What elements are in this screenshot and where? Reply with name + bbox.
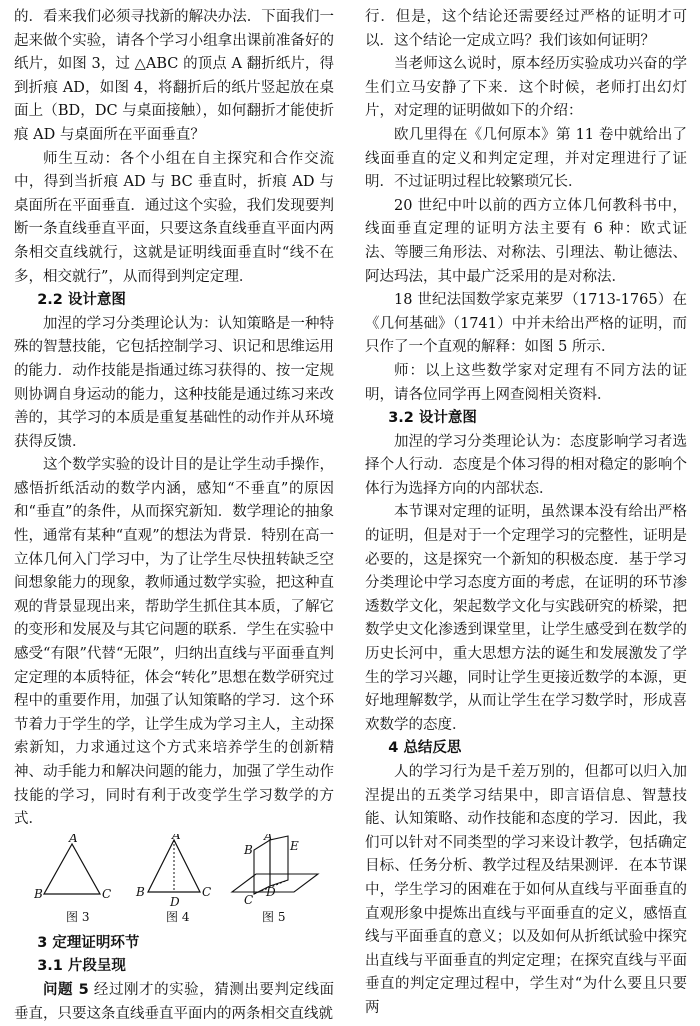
fig3-label-b: B [34,886,43,901]
section-4-heading: 4 总结反思 [388,740,462,757]
fig5-label-c: C [244,892,254,907]
figure-5-caption: 图 5 [262,909,286,924]
section-3-2-heading: 3.2 设计意图 [388,410,477,427]
fig3-label-c: C [102,886,112,901]
fig3-label-a: A [69,833,78,845]
right-paragraph-4: 20 世纪中叶以前的西方立体几何教科书中，线面垂直定理的证明方法主要有 6 种：欧式证法、等腰三角形法、对称法、引理法、勒让德法、阿达玛法，其中最广泛采用的是对称法． [365,197,687,285]
left-paragraph-1: 的．看来我们必须寻找新的解决办法．下面我们一起来做个实验，请各个学习小组拿出课前准备好的纸片，如图 3，过 △ABC 的顶点 A 翻折纸片，得到折痕 AD，如图 4，将翻折后的纸片竖起放在桌面上（BD，DC 与桌面接触），如何翻折才能使折痕 AD 与桌面所在平面垂直？ [14,9,334,143]
right-paragraph-8: 本节课对定理的证明，虽然课本没有给出严格的证明，但是对于一个定理学习的完整性，证明是必要的，这是探究一个新知的积极态度．基于学习分类理论中学习态度方面的考虑，在证明的环节渗透数学文化，架起数学文化与实践研究的桥梁，把数学史文化渗透到课堂里，让学生感受到在数学的历史长河中，重大思想方法的诞生和发展激发了学生的学习兴趣，同时让学生更接近数学的本源，更好地理解数学，从而让学生在学习数学时，形成喜欢数学的态度． [365,504,687,733]
fig5-label-a: A [264,833,273,843]
fig5-label-d: D [266,884,276,899]
right-paragraph-7: 加涅的学习分类理论认为：态度影响学习者选择个人行动．态度是个体习得的相对稳定的影响个体行为选择方向的内部状态． [365,433,687,497]
right-paragraph-5: 18 世纪法国数学家克莱罗（1713-1765）在《几何基础》（1741）中并未给出严格的证明，而只作了一个直观的解释：如图 5 所示． [365,292,687,356]
fig4-label-b: B [136,884,145,899]
right-paragraph-9: 人的学习行为是千差万别的，但都可以归入加涅提出的五类学习结果中，即言语信息、智慧技能、认知策略、动作技能和态度的学习．因此，我们可以针对不同类型的学习来设计教学，包括确定目标、任务分析、教学过程及结果测评．在本节课中，学生学习的困难在于如何从直线与平面垂直的直观形象中提炼出直线与平面垂直的定义，感悟直线与平面垂直的意义；以及如何从折纸试验中探究出直线与平面垂直的判定定理；在探究直线与平面垂直的判定定理过程中，学生对“为什么要且只要两 [365,764,687,1016]
figures-row [14,834,334,930]
fig4-label-d: D [170,894,180,909]
left-paragraph-4: 这个数学实验的设计目的是让学生动手操作，感悟折纸活动的数学内涵，感知“不垂直”的原因和“垂直”的条件，从而探究新知．数学理论的抽象性，通常有某种“直观”的想法为背景．特别在高一立体几何入门学习中，为了让学生尽快扭转缺乏空间想象能力的现象，教师通过数学实验，把这种直观的背景显现出来，帮助学生抓住其本质，了解它的变形和发展及与其它问题的联系．学生在实验中感受“有限”代替“无限”，归纳出直线与平面垂直判定定理的本质特征，体会“转化”思想在数学研究过程中的重要作用，加强了认知策略的学习．这个环节着力于学生的学，让学生成为学习主人，主动探索新知，力求通过这个方式来培养学生的创新精神、动手能力和解决问题的能力，加强了学生动作技能的学习，同时有利于改变学生学习数学的方式． [14,457,334,828]
right-column [365,6,687,1021]
left-paragraph-2: 师生互动：各个小组在自主探究和合作交流中，得到当折痕 AD 与 BC 垂直时，折痕 AD 与桌面所在平面垂直．通过这个实验，我们发现要判断一条直线垂直平面，只要这条直线垂直平面内两条相交直线就行，这就是证明线面垂直时“线不在多，相交就行”，从而得到判定定理． [14,150,334,285]
right-paragraph-3: 欧几里得在《几何原本》第 11 卷中就给出了线面垂直的定义和判定定理，并对定理进行了证明．不过证明过程比较繁琐冗长． [365,126,687,191]
left-paragraph-3: 加涅的学习分类理论认为：认知策略是一种特殊的智慧技能，它包括控制学习、识记和思维运用的能力．动作技能是指通过练习获得的、按一定规则协调自身运动的能力，这种技能是通过练习来改善的，其学习的本质是重复基础性的动作并从环境获得反馈． [14,315,334,450]
figure-3-triangle [34,834,114,914]
question-5-text: 经过刚才的实验，猜测出要判定线面垂直，只要这条直线垂直平面内的两条相交直线就 [14,981,335,1022]
figure-5-perpendicular-planes [226,834,322,914]
right-paragraph-2: 当老师这么说时，原本经历实验成功兴奋的学生们立马安静了下来．这个时候，老师打出幻灯片，对定理的证明做如下的介绍： [365,56,687,120]
question-5-paragraph [14,979,334,1026]
figure-4 [134,833,214,924]
right-paragraph-1: 行．但是，这个结论还需要经过严格的证明才可以．这个结论一定成立吗？我们该如何证明？ [365,9,687,49]
figure-4-caption: 图 4 [166,909,190,924]
right-paragraph-6: 师：以上这些数学家对定理有不同方法的证明，请各位同学再上网查阅相关资料． [365,362,687,403]
question-5-label: 问题 5 [43,981,89,998]
fig5-label-e: E [290,838,299,853]
figure-4-folded-triangle [134,834,214,914]
section-3-heading: 3 定理证明环节 [37,934,140,951]
figure-3 [34,833,114,924]
figure-5 [226,833,322,924]
fig4-label-c: C [202,884,212,899]
section-3-1-heading: 3.1 片段呈现 [37,958,126,975]
fig5-label-b: B [244,842,253,857]
left-column [14,6,334,1026]
section-2-2-heading: 2.2 设计意图 [37,292,126,309]
figure-3-caption: 图 3 [66,909,90,924]
fig4-label-a: A [172,833,181,842]
